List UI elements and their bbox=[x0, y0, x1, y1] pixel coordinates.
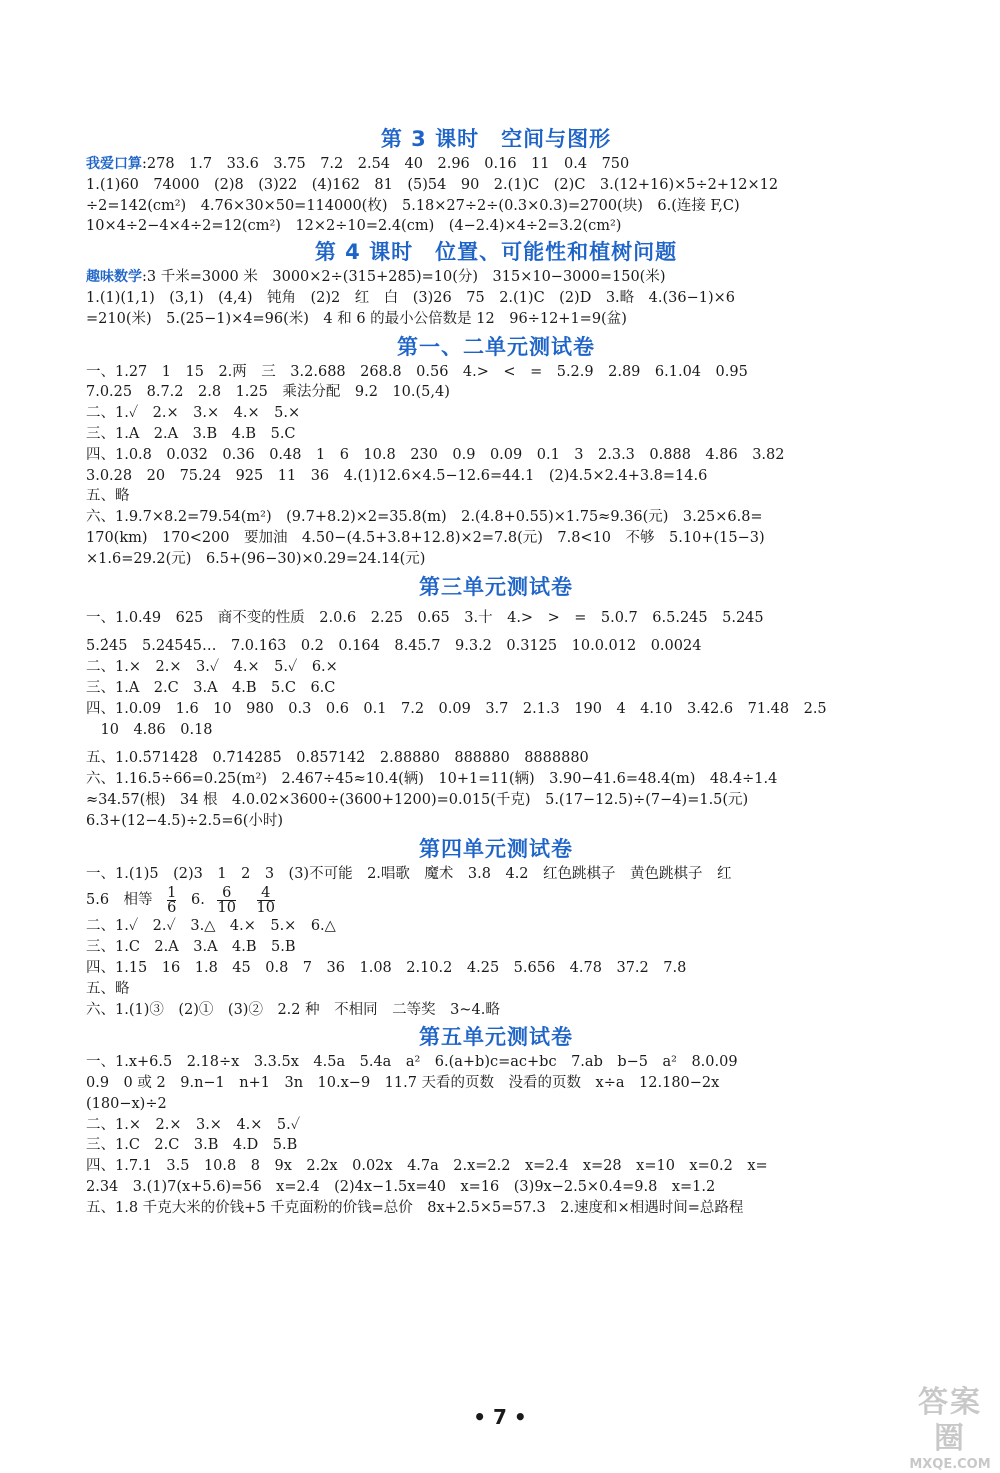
section-title: 第 4 课时 位置、可能性和植树问题 bbox=[314, 240, 678, 265]
answer-line: 10 4.86 0.18 bbox=[86, 721, 213, 738]
answer-line: 三、1.A 2.A 3.B 4.B 5.C bbox=[86, 425, 296, 442]
answer-line: 一、1.x+6.5 2.18÷x 3.3.5x 4.5a 5.4a a² 6.(a+b)c=ac+bc 7.ab b−5 a² 8.0.09 bbox=[86, 1054, 738, 1071]
section-title: 第三单元测试卷 bbox=[419, 574, 573, 599]
answer-line: =210(米) 5.(25−1)×4=96(米) 4 和 6 的最小公倍数是 12 96÷12+1=9(盆) bbox=[86, 310, 627, 327]
unit-3-test-section bbox=[86, 572, 906, 832]
answer-line: 二、1.✓ 2.× 3.× 4.× 5.× bbox=[86, 405, 301, 422]
oral-calc-line bbox=[86, 154, 906, 175]
watermark-logo bbox=[905, 1385, 995, 1472]
answer-line: 六、1.(1)③ (2)① (3)② 2.2 种 不相同 二等奖 3~4.略 bbox=[86, 1001, 500, 1018]
fraction bbox=[257, 886, 275, 915]
oral-calc-values: :278 1.7 33.6 3.75 7.2 2.54 40 2.96 0.16 11 0.4 750 bbox=[142, 156, 630, 172]
answer-line: 四、1.0.8 0.032 0.36 0.48 1 6 10.8 230 0.9 0.09 0.1 3 2.3.3 0.888 4.86 3.82 bbox=[86, 446, 785, 463]
unit-5-test-section bbox=[86, 1022, 906, 1218]
answer-line: 7.0.25 8.7.2 2.8 1.25 乘法分配 9.2 10.(5,4) bbox=[86, 384, 450, 401]
fun-math-line bbox=[86, 267, 906, 288]
unit-1-2-test-section bbox=[86, 332, 906, 570]
section-title: 第五单元测试卷 bbox=[419, 1025, 573, 1050]
answer-line: 五、略 bbox=[86, 980, 130, 997]
lesson-3-section bbox=[86, 124, 906, 237]
fraction-denominator: 10 bbox=[256, 899, 275, 916]
answer-line: 五、略 bbox=[86, 488, 130, 505]
answer-line: 二、1.× 2.× 3.× 4.× 5.✓ bbox=[86, 1116, 301, 1133]
fraction-denominator: 10 bbox=[217, 899, 236, 916]
fraction bbox=[167, 886, 176, 915]
answer-line: 0.9 0 或 2 9.n−1 n+1 3n 10.x−9 11.7 天看的页数 没看的页数 x÷a 12.180−2x bbox=[86, 1075, 720, 1092]
answer-page bbox=[86, 120, 906, 1219]
answer-line: 一、1.(1)5 (2)3 1 2 3 (3)不可能 2.唱歌 魔术 3.8 4.2 红色跳棋子 黄色跳棋子 红 bbox=[86, 865, 732, 882]
answer-line: ≈34.57(根) 34 根 4.0.02×3600÷(3600+1200)=0.015(千克) 5.(17−12.5)÷(7−4)=1.5(元) bbox=[86, 791, 749, 808]
fraction-denominator: 6 bbox=[167, 899, 177, 916]
answer-line: 1.(1)(1,1) (3,1) (4,4) 钝角 (2)2 红 白 (3)26 75 2.(1)C (2)D 3.略 4.(36−1)×6 bbox=[86, 289, 736, 306]
answer-line: 3.0.28 20 75.24 925 11 36 4.(1)12.6×4.5−12.6=44.1 (2)4.5×2.4+3.8=14.6 bbox=[86, 467, 708, 484]
answer-line: 四、1.7.1 3.5 10.8 8 9x 2.2x 0.02x 4.7a 2.x=2.2 x=2.4 x=28 x=10 x=0.2 x= bbox=[86, 1158, 768, 1175]
section-title: 第四单元测试卷 bbox=[419, 836, 573, 861]
answer-line: 一、1.0.49 625 商不变的性质 2.0.6 2.25 0.65 3.十 4.> > = 5.0.7 6.5.24̇5 5.245 bbox=[86, 609, 764, 626]
answer-line: ×1.6=29.2(元) 6.5+(96−30)×0.29=24.14(元) bbox=[86, 550, 426, 567]
answer-line: (180−x)÷2 bbox=[86, 1095, 167, 1112]
unit-4-test-section bbox=[86, 834, 906, 1021]
answer-line: 170(km) 170<200 要加油 4.50−(4.5+3.8+12.8)×2=7.8(元) 7.8<10 不够 5.10+(15−3) bbox=[86, 529, 765, 546]
answer-line: 10×4÷2−4×4÷2=12(cm²) 12×2÷10=2.4(cm) (4−2.4)×4÷2=3.2(cm²) bbox=[86, 218, 622, 235]
lesson-4-section bbox=[86, 237, 906, 329]
oral-calc-label: 我爱口算 bbox=[86, 156, 142, 172]
answer-line: 5.2̇45 5.24545… 7.0.16̇3 0.2 0.164 8.45.7 9.3.2 0.3125 10.0.012 0.0024 bbox=[86, 638, 702, 655]
answer-line: 六、1.9.7×8.2=79.54(m²) (9.7+8.2)×2=35.8(m) 2.(4.8+0.55)×1.75≈9.36(元) 3.25×6.8= bbox=[86, 509, 763, 526]
answer-line: 五、1.8 千克大米的价钱+5 千克面粉的价钱=总价 8x+2.5×5=57.3 2.速度和×相遇时间=总路程 bbox=[86, 1199, 744, 1216]
fraction-numerator: 1 bbox=[167, 884, 177, 901]
answer-line: 三、1.C 2.C 3.B 4.D 5.B bbox=[86, 1137, 298, 1154]
answer-line: 6.3+(12−4.5)÷2.5=6(小时) bbox=[86, 812, 284, 829]
answer-line: 二、1.× 2.× 3.✓ 4.× 5.✓ 6.× bbox=[86, 659, 338, 676]
answer-line: 二、1.✓ 2.✓ 3.△ 4.× 5.× 6.△ bbox=[86, 918, 336, 935]
answer-line: 1.(1)60 74000 (2)8 (3)22 (4)162 81 (5)54 90 2.(1)C (2)C 3.(12+16)×5÷2+12×12 bbox=[86, 176, 779, 193]
fun-math-label: 趣味数学 bbox=[86, 269, 142, 286]
answer-text: 5.6 相等 bbox=[86, 892, 153, 909]
answer-line: ÷2=142(cm²) 4.76×30×50=114000(枚) 5.18×27÷2÷(0.3×0.3)=2700(块) 6.(连接 F,C) bbox=[86, 197, 740, 214]
watermark-url: MXQE.COM bbox=[909, 1457, 991, 1472]
fun-math-values: :3 千米=3000 米 3000×2÷(315+285)=10(分) 315×10−3000=150(米) bbox=[142, 269, 666, 286]
section-title: 第 3 课时 空间与图形 bbox=[380, 127, 612, 151]
answer-line: 四、1.15 16 1.8 45 0.8 7 36 1.08 2.10.2 4.25 5.656 4.78 37.2 7.8 bbox=[86, 959, 687, 976]
section-title: 第一、二单元测试卷 bbox=[397, 334, 595, 359]
answer-line: 六、1.16.5÷66=0.25(m²) 2.467÷45≈10.4(辆) 10+1=11(辆) 3.90−41.6=48.4(m) 48.4÷1.4 bbox=[86, 771, 778, 788]
answer-line: 一、1.27 1 15 2.两 三 3.2.688 268.8 0.56 4.> < = 5.2.9 2.89 6.1.04 0.95 bbox=[86, 363, 748, 380]
answer-text: 6. bbox=[191, 892, 205, 909]
answer-line: 三、1.C 2.A 3.A 4.B 5.B bbox=[86, 939, 296, 956]
fraction-numerator: 4 bbox=[257, 886, 275, 901]
answer-line-with-fractions bbox=[86, 884, 906, 916]
fraction-numerator: 6 bbox=[217, 886, 235, 901]
answer-line: 四、1.0.09 1.6 10 980 0.3 0.6 0.1 7.2 0.09 3.7 2.1.3 190 4 4.10 3.42.6 71.48 2.5 bbox=[86, 700, 827, 717]
page-number: • 7 • bbox=[473, 1405, 527, 1429]
answer-line: 五、1.0.5̇71428̇ 0.7̇14285̇ 0.8̇57142̇ 2.88880 888880 8888880 bbox=[86, 750, 589, 767]
fraction bbox=[217, 886, 235, 915]
answer-line: 2.34 3.(1)7(x+5.6)=56 x=2.4 (2)4x−1.5x=40 x=16 (3)9x−2.5×0.4=9.8 x=1.2 bbox=[86, 1179, 716, 1196]
answer-line: 三、1.A 2.C 3.A 4.B 5.C 6.C bbox=[86, 679, 336, 696]
watermark-text: 答案圈 bbox=[918, 1385, 982, 1456]
